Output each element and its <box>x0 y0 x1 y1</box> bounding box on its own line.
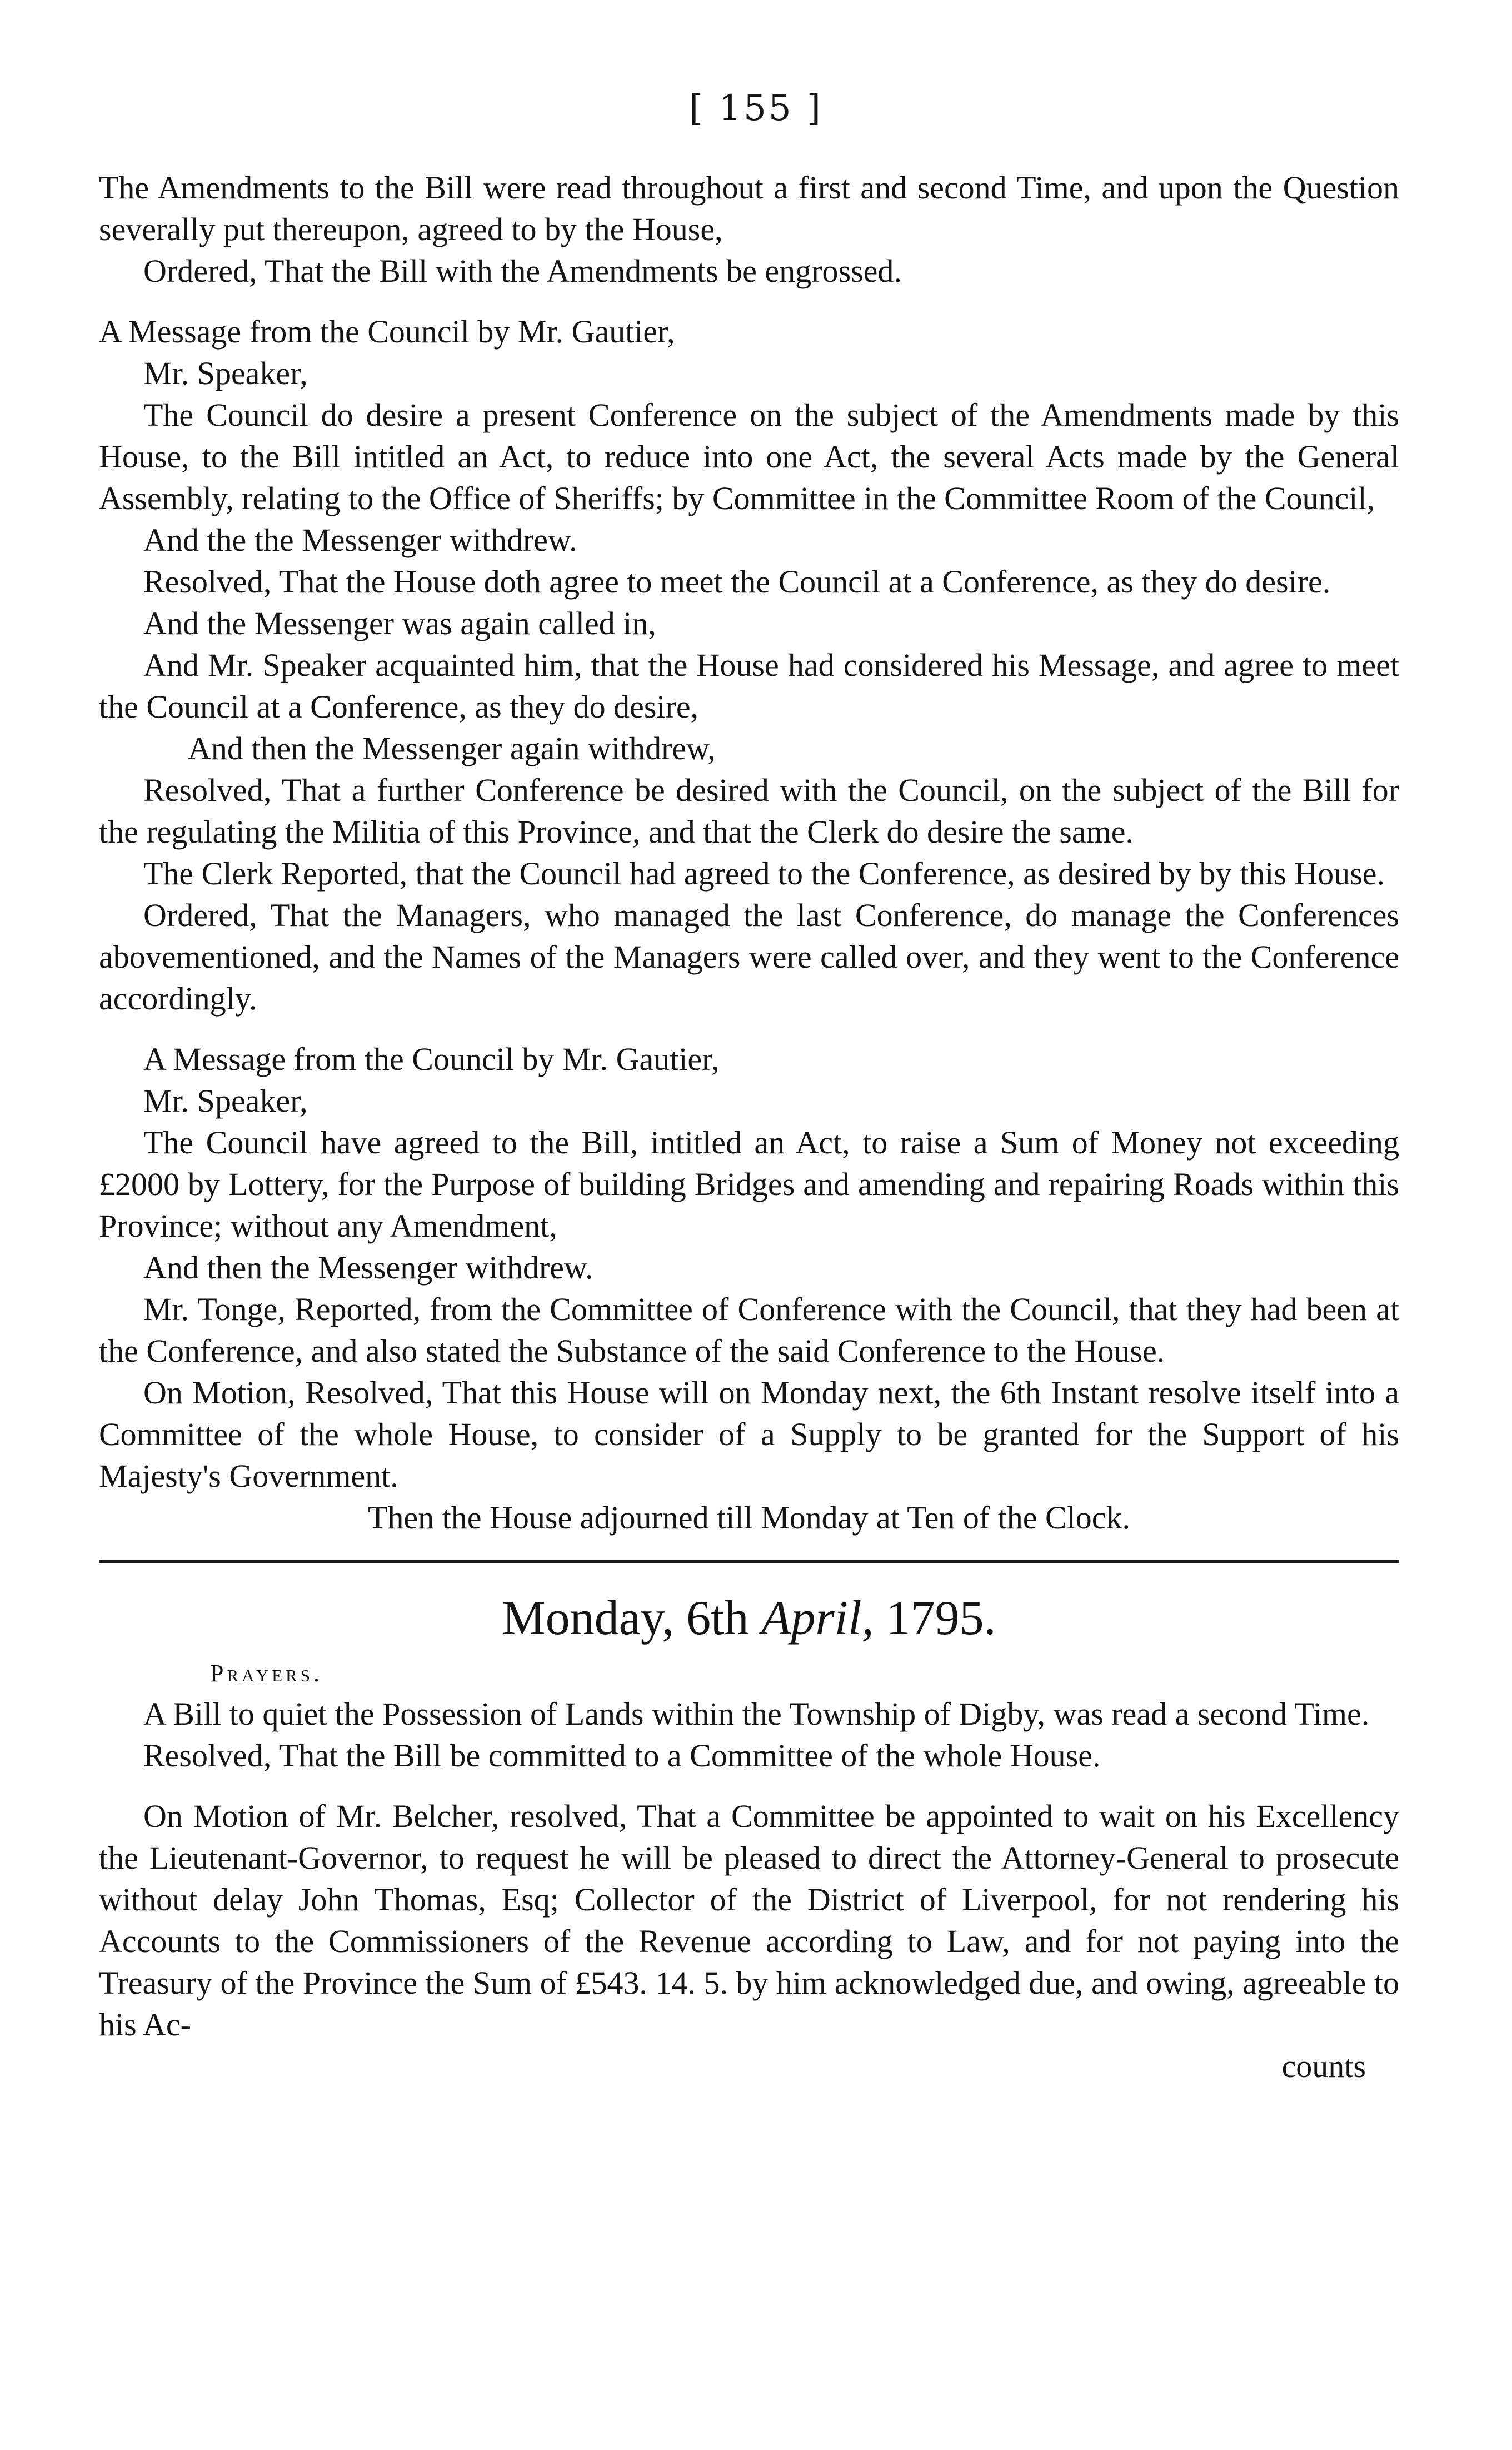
paragraph: The Council have agreed to the Bill, intitled an Act, to raise a Sum of Money not exceeding £2000 by Lottery, for the Purpose of building Bridges and amending and repairing Roads within this Province; without any Amendment, <box>99 1124 1399 1244</box>
paragraph: Mr. Speaker, <box>143 355 308 391</box>
paragraph: Ordered, That the Bill with the Amendments be engrossed. <box>143 253 902 289</box>
paragraph: And Mr. Speaker acquainted him, that the House had considered his Message, and agree to meet the Council at a Conference, as they do desire, <box>99 647 1399 725</box>
paragraph: The Council do desire a present Conference on the subject of the Amendments made by this House, to the Bill intitled an Act, to reduce into one Act, the several Acts made by the General Assembly, relating to the Office of Sheriffs; by Committee in the Committee Room of the Council, <box>99 397 1399 516</box>
paragraph: And then the Messenger again withdrew, <box>188 730 716 766</box>
paragraph: Mr. Tonge, Reported, from the Committee of Conference with the Council, that they had been at the Conference, and also stated the Substance of the said Conference to the House. <box>99 1291 1399 1369</box>
paragraph: The Amendments to the Bill were read throughout a first and second Time, and upon the Question severally put thereupon, agreed to by the House, <box>99 170 1399 247</box>
paragraph: A Message from the Council by Mr. Gautier, <box>143 1041 720 1077</box>
paragraph: A Bill to quiet the Possession of Lands within the Township of Digby, was read a second Time. <box>143 1696 1370 1732</box>
paragraph: And the the Messenger withdrew. <box>143 522 577 558</box>
catchword: counts <box>1281 2048 1366 2084</box>
paragraph: Resolved, That a further Conference be desired with the Council, on the subject of the Bill for the regulating the Militia of this Province, and that the Clerk do desire the same. <box>99 772 1399 850</box>
paragraph: And the Messenger was again called in, <box>143 605 656 641</box>
paragraph: On Motion of Mr. Belcher, resolved, That a Committee be appointed to wait on his Excellency the Lieutenant-Governor, to request he will be pleased to direct the Attorney-General to prosecute without delay John Thomas, Esq; Collector of the District of Liverpool, for not rendering his Accounts to the Commissioners of the Revenue according to Law, and for not paying into the Treasury of the Province the Sum of £543. 14. 5. by him acknowledged due, and owing, agreeable to his Ac- <box>99 1798 1399 2043</box>
paragraph: Ordered, That the Managers, who managed the last Conference, do manage the Conferences abovementioned, and the Names of the Managers were called over, and they went to the Conference accordingly. <box>99 897 1399 1017</box>
section-divider <box>99 1560 1399 1563</box>
date-prefix: Monday, 6th <box>502 1591 749 1645</box>
section-date <box>99 1585 1399 1652</box>
date-month: April, <box>761 1591 874 1645</box>
paragraph: A Message from the Council by Mr. Gautier, <box>99 313 675 350</box>
paragraph: And then the Messenger withdrew. <box>143 1249 593 1286</box>
paragraph: On Motion, Resolved, That this House will on Monday next, the 6th Instant resolve itself into a Committee of the whole House, to consider of a Supply to be granted for the Support of his Majesty's Government. <box>99 1375 1399 1494</box>
paragraph: Mr. Speaker, <box>143 1083 308 1119</box>
paragraph: Then the House adjourned till Monday at Ten of the Clock. <box>367 1500 1131 1536</box>
page-number: [ 155 ] <box>689 88 823 129</box>
paragraph: Resolved, That the Bill be committed to a Committee of the whole House. <box>143 1737 1101 1774</box>
date-year: 1795. <box>886 1591 996 1645</box>
paragraph: Resolved, That the House doth agree to meet the Council at a Conference, as they do desire. <box>143 564 1331 600</box>
paragraph: The Clerk Reported, that the Council had agreed to the Conference, as desired by by this House. <box>143 855 1385 892</box>
journal-text <box>99 167 1399 2087</box>
prayers-heading: Prayers. <box>210 1660 323 1687</box>
